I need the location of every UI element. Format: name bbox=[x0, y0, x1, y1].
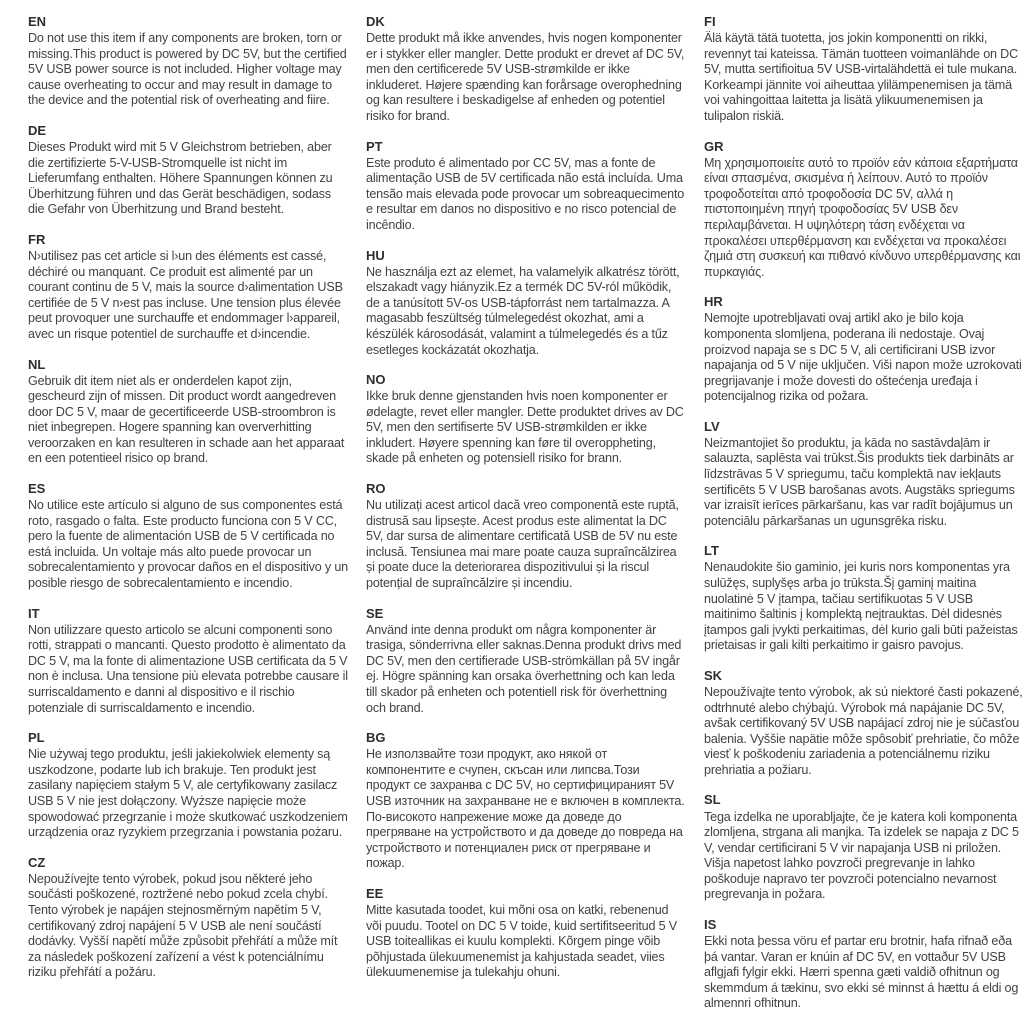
lang-code-lt: LT bbox=[704, 543, 719, 559]
warning-text-sk: Nepoužívajte tento výrobok, ak sú niektoré časti pokazené, odtrhnuté alebo chýbajú. Výrobok má napájanie DC 5V, avšak certifikovaný 5V USB napájací zdroj nie je súčasťou balenia. Vyššie napätie môže spôsobiť prehriatie, čo môže viesť k poškodeniu zariadenia a potenciálnemu riziku prehriatia a požiaru. bbox=[704, 685, 1023, 777]
warning-text-ro: Nu utilizați acest articol dacă vreo componentă este ruptă, distrusă sau lipsește. Acest produs este alimentat la DC 5V, dar sursa de alimentare certificată USB de 5V nu este inclusă. Tensiunea mai mare poate cauza supraîncălzirea și poate duce la deteriorarea dispozitivului și la riscul potențial de supraîncălzire și incendiu. bbox=[366, 498, 679, 591]
warning-text-sl: Tega izdelka ne uporabljajte, če je katera koli komponenta zlomljena, strgana ali manjka. Ta izdelek se napaja z DC 5 V, vendar certificirani 5 V vir napajanja USB ni priložen. Višja napetost lahko povzroči pregrevanje in lahko poškoduje napravo ter povzroči potencialno nevarnost pregrevanja in požara. bbox=[704, 809, 1019, 902]
section-nl bbox=[28, 357, 349, 468]
warning-text-dk: Dette produkt må ikke anvendes, hvis nogen komponenter er i stykker eller mangler. Dette produkt er drevet af DC 5V, men den certificerede 5V USB-strømkilde er ikke inkluderet. Højere spænding kan forårsage overophedning og kan resultere i beskadigelse af enheden og potentiel risiko for brand. bbox=[366, 31, 685, 123]
section-hu bbox=[366, 248, 687, 359]
section-fr bbox=[28, 232, 349, 343]
warning-text-no: Ikke bruk denne gjenstanden hvis noen komponenter er ødelagte, revet eller mangler. Dette produktet drives av DC 5V, men den sertifiserte 5V USB-strømkilden er ikke inkludert. Høyere spenning kan føre til overoppheting, skade på enheten og potensiell risiko for brann. bbox=[366, 389, 684, 466]
section-en bbox=[28, 14, 349, 109]
section-es bbox=[28, 481, 349, 592]
warning-text-cz: Nepoužívejte tento výrobek, pokud jsou některé jeho součásti poškozené, roztržené nebo pokud zcela chybí. Tento výrobek je napájen stejnosměrným napětím 5 V, certifikovaný zdroj napájení 5 V USB ale není součástí dodávky. Vyšší napětí může způsobit přehřátí a může mít za následek poškození zařízení a vést k potenciálnímu riziku přehřátí a požáru. bbox=[28, 871, 338, 980]
warning-text-lv: Neizmantojiet šo produktu, ja kāda no sastāvdaļām ir salauzta, saplēsta vai trūkst.Šis produkts tiek darbināts ar līdzstrāvas 5 V spriegumu, taču komplektā nav iekļauts sertificēts 5 V USB barošanas avots. Augstāks spriegums var izraisīt ierīces pārkaršanu, kas var radīt bojājumus un potenciālu pārkaršanas un ugunsgrēka risku. bbox=[704, 435, 1015, 528]
warning-text-ee: Mitte kasutada toodet, kui mõni osa on katki, rebenenud või puudu. Tootel on DC 5 V toide, kuid sertifitseeritud 5 V USB toiteallikas ei kuulu komplekti. Kõrgem pinge võib põhjustada ülekuumenemist ja kahjustada seadet, viies ülekuumenemise ja tulekahju ohuni. bbox=[366, 902, 677, 980]
warning-text-lt: Nenaudokite šio gaminio, jei kuris nors komponentas yra sulūžęs, suplyšęs arba jo trūksta.Šį gaminį maitina nuolatinė 5 V įtampa, tačiau sertifikuotas 5 V USB maitinimo šaltinis į komplektą neįtrauktas. Dėl didesnės įtampos gali įvykti perkaitimas, dėl kurio gali būti pažeistas prietaisas ir gali kilti perkaitimo ir gaisro pavojus. bbox=[704, 560, 1018, 653]
warning-text-pt: Este produto é alimentado por CC 5V, mas a fonte de alimentação USB de 5V certificada não está incluída. Uma tensão mais elevada pode provocar um sobreaquecimento e resultar em danos no dispositivo e no risco potencial de incêndio. bbox=[366, 155, 685, 232]
lang-code-is: IS bbox=[704, 916, 717, 932]
warning-text-pl: Nie używaj tego produktu, jeśli jakiekolwiek elementy są uszkodzone, podarte lub ich brakuje. Ten produkt jest zasilany napięciem stałym 5 V, ale certyfikowany zasilacz USB 5 V nie jest dołączony. Wyższe napięcie może spowodować przegrzanie i może skutkować uszkodzeniem urządzenia oraz ryzykiem przegrzania i powstania pożaru. bbox=[28, 747, 348, 840]
column-3 bbox=[704, 14, 1024, 1026]
warning-text-es: No utilice este artículo si alguno de sus componentes está roto, rasgado o falta. Este producto funciona con 5 V CC, pero la fuente de alimentación USB de 5 V certificada no está incluida. Un voltaje más alto puede provocar un sobrecalentamiento y provocar daños en el dispositivo y un posible riesgo de sobrecalentamiento e incendio. bbox=[28, 498, 348, 591]
section-se bbox=[366, 606, 687, 717]
warning-text-en: Do not use this item if any components are broken, torn or missing.This product is powered by DC 5V, but the certified 5V USB power source is not included. Higher voltage may cause overheating to occur and may result in damage to the device and the potential risk of overheating and fiire. bbox=[28, 31, 347, 108]
lang-code-fr: FR bbox=[28, 231, 46, 247]
warning-text-is: Ekki nota þessa vöru ef partar eru brotnir, hafa rifnað eða þá vantar. Varan er knúin af DC 5V, en vottaður 5V USB aflgjafi fylgir ekki. Hærri spenna gæti valdið ofhitnun og skemmdum á tækinu, svo ekki sé minnst á hættu á eldi og almennri ofhitnun. bbox=[704, 934, 1019, 1011]
section-no bbox=[366, 372, 687, 467]
lang-code-se: SE bbox=[366, 605, 384, 621]
section-hr bbox=[704, 294, 1024, 405]
lang-code-en: EN bbox=[28, 14, 47, 29]
warning-text-se: Använd inte denna produkt om några komponenter är trasiga, sönderrivna eller saknas.Denna produkt drivs med DC 5V, men den certifierade USB-strömkällan på 5V ingår ej. Högre spänning kan orsaka överhettning och kan leda till skador på enheten och potentiell risk för överhettning och brand. bbox=[366, 622, 682, 715]
section-cz bbox=[28, 855, 349, 981]
section-sk bbox=[704, 668, 1024, 779]
section-ee bbox=[366, 886, 687, 981]
section-ro bbox=[366, 481, 687, 592]
lang-code-pl: PL bbox=[28, 730, 45, 746]
lang-code-de: DE bbox=[28, 122, 47, 138]
lang-code-ee: EE bbox=[366, 885, 384, 901]
section-is bbox=[704, 917, 1024, 1012]
warning-text-hu: Ne használja ezt az elemet, ha valamelyik alkatrész törött, elszakadt vagy hiányzik.Ez a termék DC 5V-ról működik, de a tanúsított 5V-os USB-tápforrást nem tartalmazza. A magasabb feszültség túlmelegedést okozhat, ami a készülék károsodását, valamint a túlmelegedés és a tűz esetleges kockázatát okozhatja. bbox=[366, 264, 680, 357]
section-it bbox=[28, 606, 349, 717]
section-fi bbox=[704, 14, 1024, 125]
section-gr bbox=[704, 139, 1024, 281]
warning-text-hr: Nemojte upotrebljavati ovaj artikl ako je bilo koja komponenta slomljena, poderana ili nedostaje. Ovaj proizvod napaja se s DC 5 V, ali certificirani USB izvor napajanja od 5 V nije uključen. Viši napon može uzrokovati pregrijavanje i može dovesti do oštećenja uređaja i potencijalnog rizika od požara. bbox=[704, 311, 1022, 404]
lang-code-hr: HR bbox=[704, 294, 723, 310]
lang-code-nl: NL bbox=[28, 356, 46, 372]
lang-code-no: NO bbox=[366, 372, 386, 388]
lang-code-sk: SK bbox=[704, 667, 723, 683]
warning-text-fi: Älä käytä tätä tuotetta, jos jokin komponentti on rikki, revennyt tai kateissa. Tämän tuotteen voimanlähde on DC 5V, mutta sertifioitua 5V USB-virtalähdettä ei tule mukana. Korkeampi jännite voi aiheuttaa ylilämpenemisen ja tämä voi vahingoittaa laitetta ja lisätä ylikuumenemisen ja tulipalon riskiä. bbox=[704, 31, 1018, 123]
column-2 bbox=[366, 14, 687, 1026]
lang-code-dk: DK bbox=[366, 14, 385, 29]
lang-code-lv: LV bbox=[704, 418, 720, 434]
warning-text-nl: Gebruik dit item niet als er onderdelen kapot zijn, gescheurd zijn of missen. Dit product wordt aangedreven door DC 5 V, maar de gecertificeerde USB-stroombron is niet inbegrepen. Hogere spanning kan oververhitting veroorzaken en kan resulteren in schade aan het apparaat en een potentieel risico op brand. bbox=[28, 373, 345, 466]
lang-code-es: ES bbox=[28, 481, 46, 497]
section-de bbox=[28, 123, 349, 218]
section-lt bbox=[704, 543, 1024, 654]
warning-text-fr: N›utilisez pas cet article si l›un des éléments est cassé, déchiré ou manquant. Ce produit est alimenté par un courant continu de 5 V, mais la source d›alimentation USB certifiée de 5 V n›est pas incluse. Une tension plus élevée peut provoquer une surchauffe et endommager l›appareil, avec un risque potentiel de surchauffe et d›incendie. bbox=[28, 249, 343, 341]
warning-text-it: Non utilizzare questo articolo se alcuni componenti sono rotti, strappati o mancanti. Questo prodotto è alimentato da DC 5 V, ma la fonte di alimentazione USB certificata da 5 V non è inclusa. Una tensione più elevata potrebbe causare il surriscaldamento e danni al dispositivo e il rischio potenziale di surriscaldamento e incendio. bbox=[28, 622, 348, 715]
lang-code-fi: FI bbox=[704, 14, 716, 29]
lang-code-cz: CZ bbox=[28, 854, 46, 870]
section-bg bbox=[366, 730, 687, 872]
lang-code-pt: PT bbox=[366, 138, 383, 154]
lang-code-it: IT bbox=[28, 605, 40, 621]
section-sl bbox=[704, 792, 1024, 903]
warning-text-bg: Не използвайте този продукт, ако някой от компонентите е счупен, скъсан или липсва.Този продукт се захранва с DC 5V, но сертифицираният 5V USB източник на захранване не е включен в комплекта. По-високото напрежение може да доведе до прегряване на устройството и да доведе до повреда на устройството и потенциален риск от прегряване и пожар. bbox=[366, 747, 685, 871]
warning-text-de: Dieses Produkt wird mit 5 V Gleichstrom betrieben, aber die zertifizierte 5-V-USB-Stromquelle ist nicht im Lieferumfang enthalten. Höhere Spannungen können zu Überhitzung führen und das Gerät beschädigen, sodass die Gefahr von Überhitzung und Brand besteht. bbox=[28, 140, 333, 217]
lang-code-bg: BG bbox=[366, 730, 386, 746]
section-pt bbox=[366, 139, 687, 234]
warning-text-gr: Μη χρησιμοποιείτε αυτό το προϊόν εάν κάποια εξαρτήματα είναι σπασμένα, σκισμένα ή λείπουν. Αυτό το προϊόν τροφοδοτείται από τροφοδοσία DC 5V, αλλά η πιστοποιημένη πηγή τροφοδοσίας 5V USB δεν περιλαμβάνεται. Η υψηλότερη τάση ενδέχεται να προκαλέσει υπερθέρμανση και ενδέχεται να προκαλέσει ζημιά στη συσκευή και πιθανό κίνδυνο υπερθέρμανσης και πυρκαγιάς. bbox=[704, 155, 1021, 279]
lang-code-hu: HU bbox=[366, 247, 385, 263]
lang-code-gr: GR bbox=[704, 138, 724, 154]
section-dk bbox=[366, 14, 687, 125]
section-pl bbox=[28, 730, 349, 841]
column-1 bbox=[28, 14, 349, 1026]
section-lv bbox=[704, 419, 1024, 530]
lang-code-sl: SL bbox=[704, 792, 721, 808]
lang-code-ro: RO bbox=[366, 481, 386, 497]
